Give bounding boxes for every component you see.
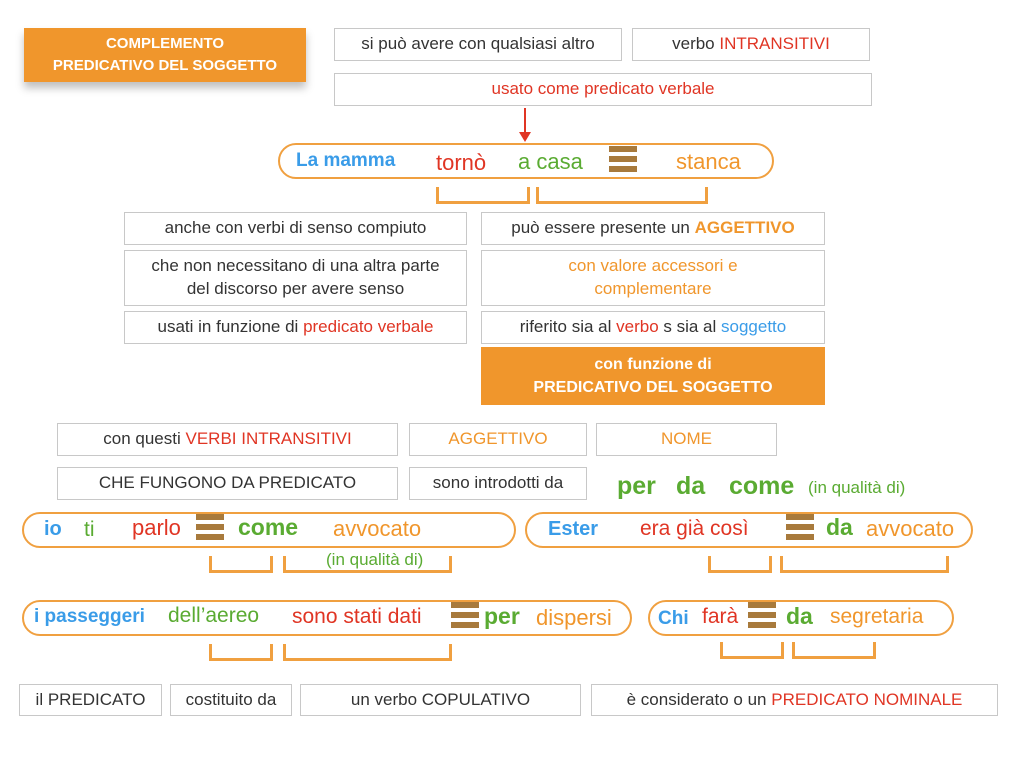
bracket (283, 644, 452, 661)
sentence1-verb: tornò (436, 150, 487, 175)
top-box-predicato-verbale-text: usato come predicato verbale (491, 79, 715, 99)
example1-ti: ti (84, 518, 95, 541)
intro-per: per (617, 472, 656, 500)
equals-icon (196, 514, 224, 540)
example1-verb: parlo (132, 515, 181, 540)
example4-verb: farà (702, 605, 739, 628)
bottom-box-predicato (19, 684, 162, 716)
left-box-funzione (124, 311, 467, 344)
bottom-box-copulativo (300, 684, 581, 716)
top-box-verbo-text: verbo (672, 34, 720, 54)
intro-da: da (676, 472, 706, 500)
top-box-intransitivi (632, 28, 870, 61)
equals-icon (786, 514, 814, 540)
right-box-funzione-line1: con funzione di (594, 355, 712, 373)
right-box-aggettivo-text: AGGETTIVO (694, 218, 795, 238)
intro-note: (in qualità di) (808, 478, 906, 497)
top-box-altro-text: si può avere con qualsiasi altro (361, 34, 595, 54)
bottom-box-nominale (591, 684, 998, 716)
example3-prep: per (484, 603, 520, 629)
left-box-non-necessitano-text: che non necessitano di una altra parte del discorso per avere senso (151, 256, 440, 298)
equals-icon (748, 602, 776, 628)
left-box-senso-compiuto (124, 212, 467, 245)
arrow-head (519, 132, 531, 142)
title-box (24, 28, 306, 82)
bottom-box-costituito (170, 684, 292, 716)
box-che-fungono (57, 467, 398, 500)
equals-icon (609, 146, 637, 172)
sentence1-complement: a casa (518, 149, 583, 174)
sentence1-subject: La mamma (296, 150, 396, 171)
right-box-verbo-text: verbo (616, 317, 659, 337)
example4-prep: da (786, 603, 813, 629)
example2-prep: da (826, 514, 853, 540)
example3-verb: sono stati dati (292, 605, 422, 628)
bracket (209, 644, 273, 661)
bottom-box-copulativo-text: un verbo COPULATIVO (350, 689, 531, 709)
bracket (436, 187, 530, 204)
right-box-presente-text: può essere presente un (511, 218, 695, 238)
bracket (209, 556, 273, 573)
right-box-valore (481, 250, 825, 306)
right-box-funzione-predicativo (481, 347, 825, 405)
example1-note: (in qualità di) (326, 550, 424, 569)
intro-come: come (729, 472, 795, 500)
left-box-funzione-text: usati in funzione di (157, 317, 304, 337)
right-box-funzione-line2: PREDICATIVO DEL SOGGETTO (533, 379, 773, 396)
example2-verb: era già così (640, 517, 749, 540)
bracket (720, 642, 784, 659)
left-box-predicato-verbale-text: predicato verbale (303, 317, 434, 337)
bracket (708, 556, 772, 573)
box-aggettivo (409, 423, 587, 456)
left-box-non-necessitano (124, 250, 467, 306)
example1-prep: come (238, 514, 299, 540)
example2-subject: Ester (548, 518, 599, 540)
bracket (283, 556, 452, 573)
box-con-questi-text: con questi (103, 429, 186, 449)
box-nome (596, 423, 777, 456)
title-line2: PREDICATIVO DEL SOGGETTO (52, 57, 278, 74)
box-verbi-intransitivi-text: VERBI INTRANSITIVI (185, 429, 352, 449)
box-introdotti-text: sono introdotti da (432, 473, 564, 493)
bracket (792, 642, 876, 659)
example1-pred: avvocato (333, 516, 422, 541)
bracket (780, 556, 949, 573)
right-box-aggettivo (481, 212, 825, 245)
box-verbi-intransitivi (57, 423, 398, 456)
box-che-fungono-text: CHE FUNGONO DA PREDICATO (98, 473, 357, 493)
example1-io: io (44, 518, 62, 540)
arrow-shaft (524, 108, 526, 132)
right-box-riferito (481, 311, 825, 344)
sentence1-predicative: stanca (676, 149, 741, 174)
example2-pred: avvocato (866, 516, 955, 541)
bottom-box-predicato-text: il PREDICATO (35, 689, 146, 709)
top-box-altro (334, 28, 622, 61)
bottom-box-nominale-text: PREDICATO NOMINALE (771, 689, 963, 709)
top-box-intransitivi-text: INTRANSITIVI (719, 34, 830, 54)
equals-icon (451, 602, 479, 628)
example4-pred: segretaria (830, 605, 924, 628)
example3-pred: dispersi (536, 605, 612, 630)
box-nome-text: NOME (661, 429, 712, 449)
right-box-riferito-text: riferito sia al (519, 317, 617, 337)
box-introdotti (409, 467, 587, 500)
example3-subject: i passeggeri (34, 606, 145, 627)
title-line1: COMPLEMENTO (105, 35, 225, 53)
example3-spec: dell’aereo (168, 604, 260, 627)
bottom-box-costituito-text: costituito da (185, 689, 277, 709)
top-box-predicato-verbale (334, 73, 872, 106)
right-box-soggetto-text: soggetto (721, 317, 787, 337)
bottom-box-considerato-text: è considerato o un (626, 689, 772, 709)
right-box-sia-text: s sia al (658, 317, 722, 337)
box-aggettivo-text: AGGETTIVO (448, 429, 548, 449)
right-box-valore-text: con valore accessori e complementare (568, 256, 738, 298)
example4-subject: Chi (658, 608, 689, 629)
bracket (536, 187, 708, 204)
left-box-senso-compiuto-text: anche con verbi di senso compiuto (164, 218, 427, 238)
